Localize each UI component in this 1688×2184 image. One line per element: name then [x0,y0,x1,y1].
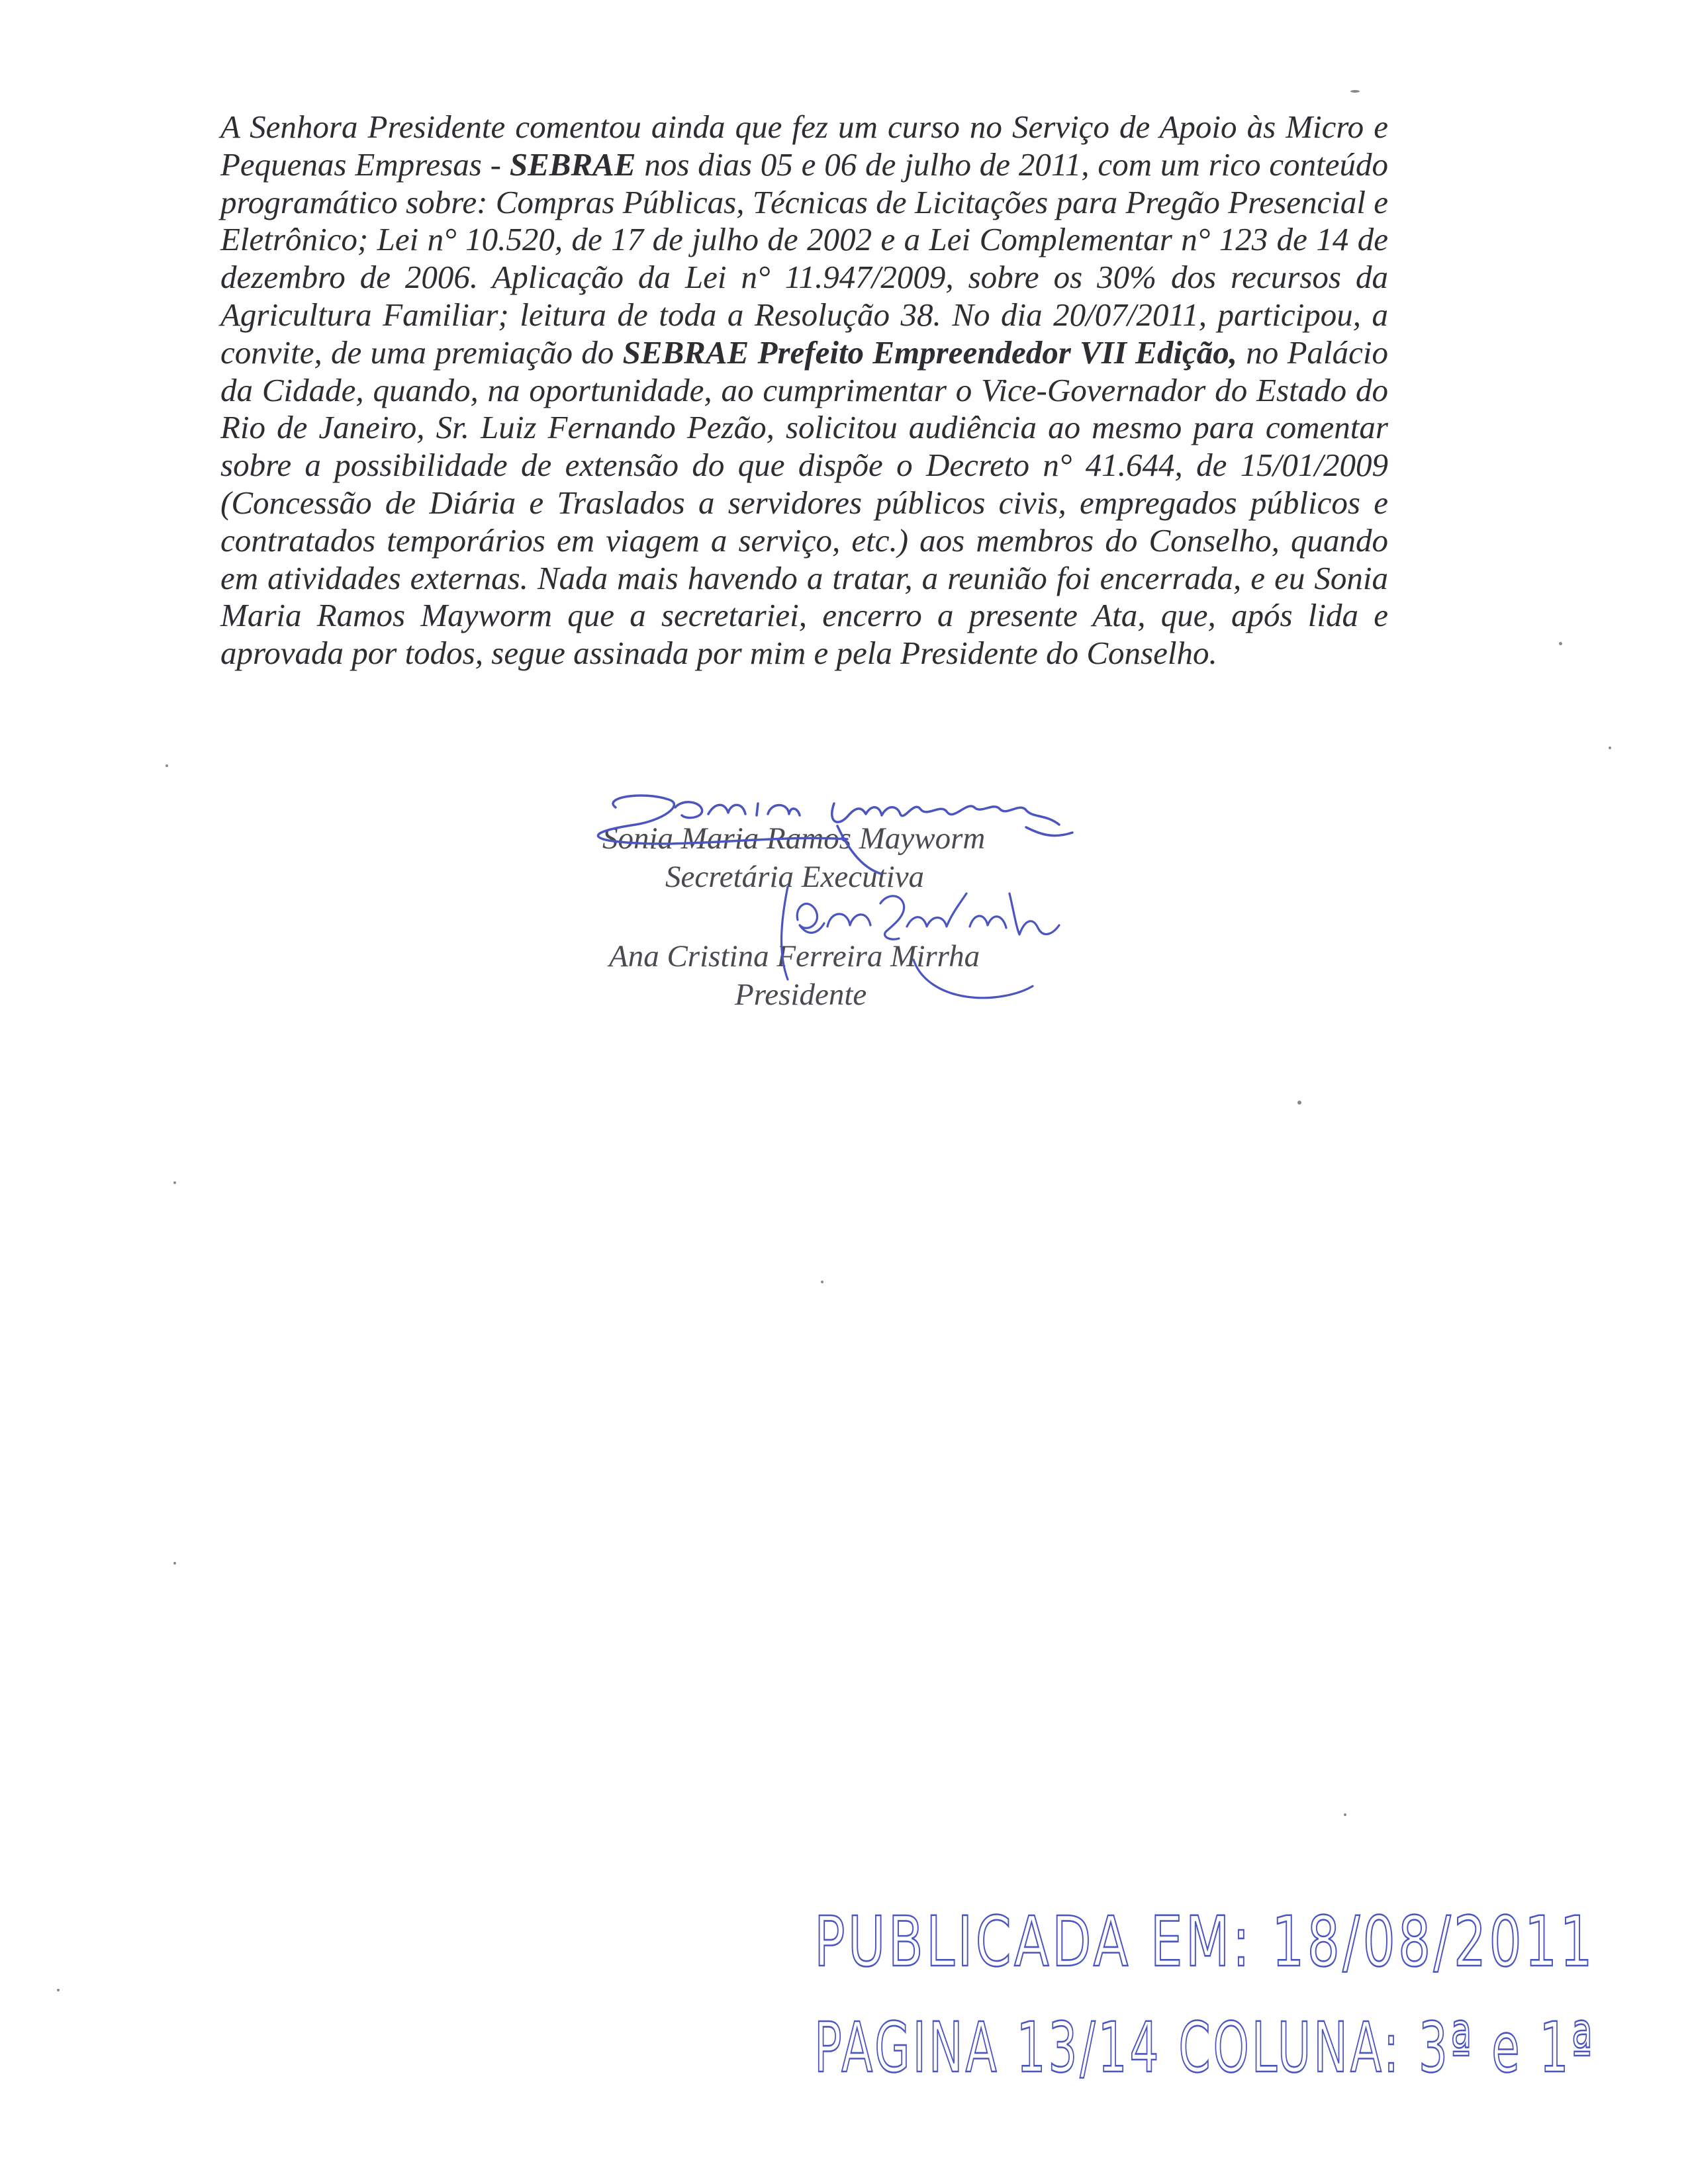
publication-note [814,1893,1642,2158]
scan-speck [165,764,168,767]
scan-speck [1350,90,1360,93]
paragraph-segment-3: no Palácio da Cidade, quando, na oportunidade, ao cumprimentar o Vice-Governador do Estado do Rio de Janeiro, Sr. Luiz Fernando Pezão, solicitou audiência ao mesmo para comentar sobre a possibilidade de extensão do que dispõe o Decreto n° 41.644, de 15/01/2009 (Concessão de Diária e Traslados a servidores públicos civis, empregados públicos e contratados temporários em viagem a serviço, etc.) aos membros do Conselho, quando em atividades externas. Nada mais havendo a tratar, a reunião foi encerrada, e eu Sonia Maria Ramos Mayworm que a secretariei, encerro a presente Ata, que, após lida e aprovada por todos, segue assinada por mim e pela Presidente do Conselho. [220,334,1388,672]
publication-note-ink [814,1893,1642,2158]
paragraph-bold-sebrae: SEBRAE [509,146,636,183]
scan-speck [1297,1101,1301,1105]
president-role: Presidente [735,978,867,1012]
publication-page: PAGINA 13/14 COLUNA: 3ª e 1ª [814,2007,1595,2088]
paragraph-segment-2: nos dias 05 e 06 de julho de 2011, com um rico conteúdo programático sobre: Compras Públicas, Técnicas de Licitações para Pregão Presencial e Eletrônico; Lei n° 10.520, de 17 de julho de 2002 e a Lei Complementar n° 123 de 14 de dezembro de 2006. Aplicação da Lei n° 11.947/2009, sobre os 30% dos recursos da Agricultura Familiar; leitura de toda a Resolução 38. No dia 20/07/2011, participou, a convite, de uma premiação do [220,146,1388,371]
handwritten-signatures [569,761,1165,1046]
scan-speck [1609,747,1611,749]
president-name: Ana Cristina Ferreira Mirrha [609,939,980,974]
minutes-paragraph [220,109,1388,672]
paragraph-segment-1: A Senhora Presidente comentou ainda que fez um curso no Serviço de Apoio às Micro e Pequenas Empresas - [220,109,1388,183]
publication-date: PUBLICADA EM: 18/08/2011 [814,1901,1595,1982]
president-signature [782,887,1059,998]
secretary-signature [598,796,1072,874]
secretary-role: Secretária Executiva [665,860,925,894]
paragraph-bold-award: SEBRAE Prefeito Empreendedor VII Edição, [622,334,1237,371]
scan-speck [173,1562,176,1565]
scan-speck [57,1989,60,1991]
scan-speck [821,1281,823,1283]
secretary-name: Sonia Maria Ramos Mayworm [602,821,986,856]
scan-speck [1344,1813,1346,1816]
scan-speck [1559,642,1562,645]
scan-speck [173,1181,176,1184]
